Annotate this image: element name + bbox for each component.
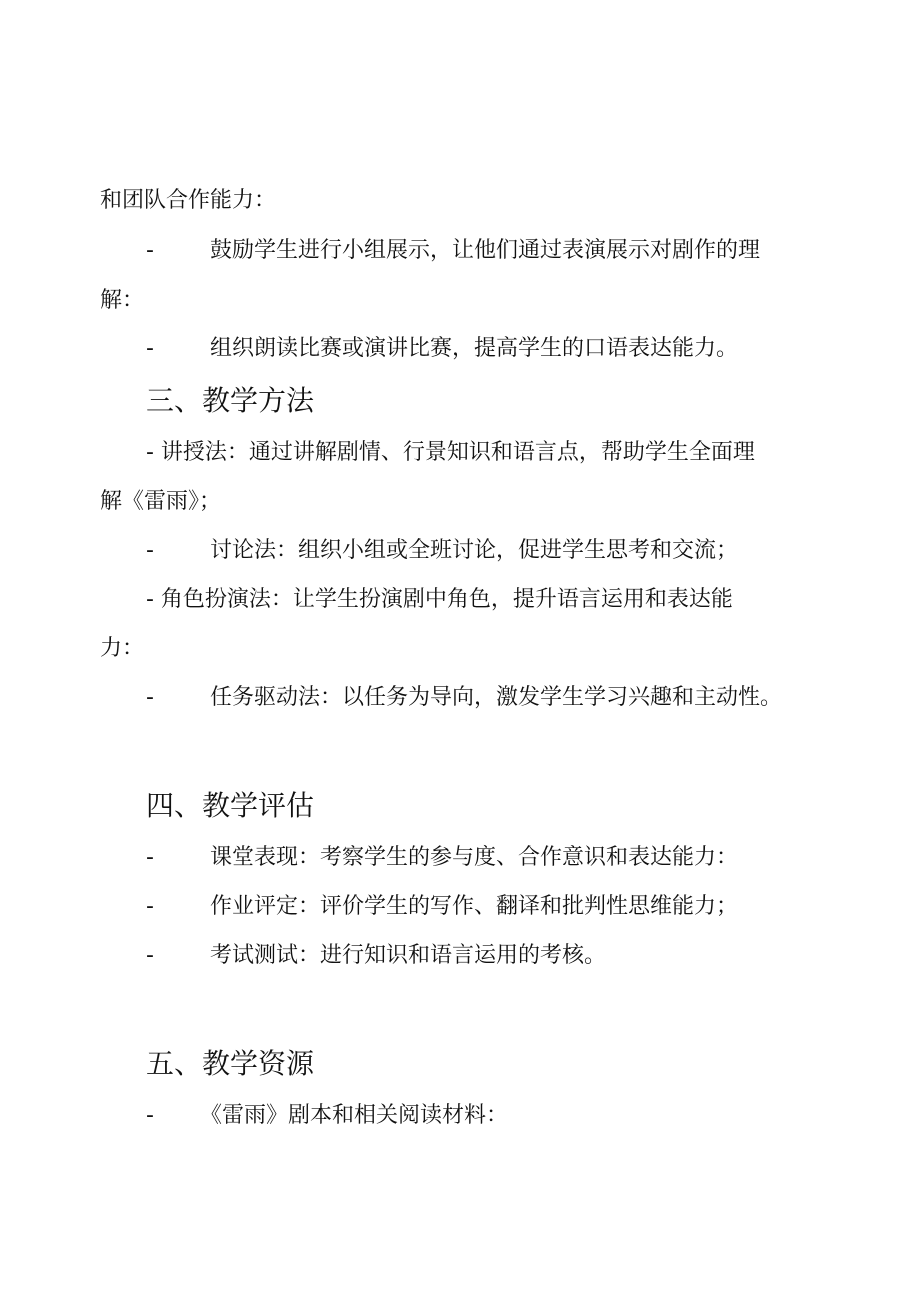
section-heading-evaluation: 四、教学评估 <box>146 789 315 822</box>
list-dash: - <box>146 845 154 870</box>
list-dash: - <box>146 894 154 919</box>
list-dash: - <box>146 538 154 563</box>
list-dash: - <box>146 943 154 968</box>
list-item: 任务驱动法：以任务为导向，激发学生学习兴趣和主动性。 <box>210 685 783 710</box>
list-item: 课堂表现：考察学生的参与度、合作意识和表达能力： <box>210 845 739 870</box>
list-item: - 讲授法：通过讲解剧情、行景知识和语言点，帮助学生全面理 <box>146 440 755 465</box>
list-item: - 角色扮演法：让学生扮演剧中角色，提升语言运用和表达能 <box>146 587 733 612</box>
text-line: 和团队合作能力： <box>100 188 277 213</box>
list-item: 讨论法：组织小组或全班讨论，促进学生思考和交流； <box>210 538 739 563</box>
section-heading-methods: 三、教学方法 <box>146 384 315 417</box>
list-dash: - <box>146 685 154 710</box>
list-item: 《雷雨》剧本和相关阅读材料： <box>200 1103 509 1128</box>
text-line: 力： <box>100 636 145 661</box>
text-line: 解《雷雨》； <box>100 489 222 514</box>
list-dash: - <box>146 238 154 263</box>
section-heading-resources: 五、教学资源 <box>146 1047 315 1080</box>
list-item: 考试测试：进行知识和语言运用的考核。 <box>210 943 607 968</box>
list-item: 鼓励学生进行小组展示，让他们通过表演展示对剧作的理 <box>210 238 761 263</box>
list-item: 作业评定：评价学生的写作、翻译和批判性思维能力； <box>210 894 739 919</box>
list-dash: - <box>146 336 154 361</box>
list-item: 组织朗读比赛或演讲比赛，提高学生的口语表达能力。 <box>210 336 739 361</box>
list-dash: - <box>146 1103 154 1128</box>
text-line: 解： <box>100 288 145 313</box>
